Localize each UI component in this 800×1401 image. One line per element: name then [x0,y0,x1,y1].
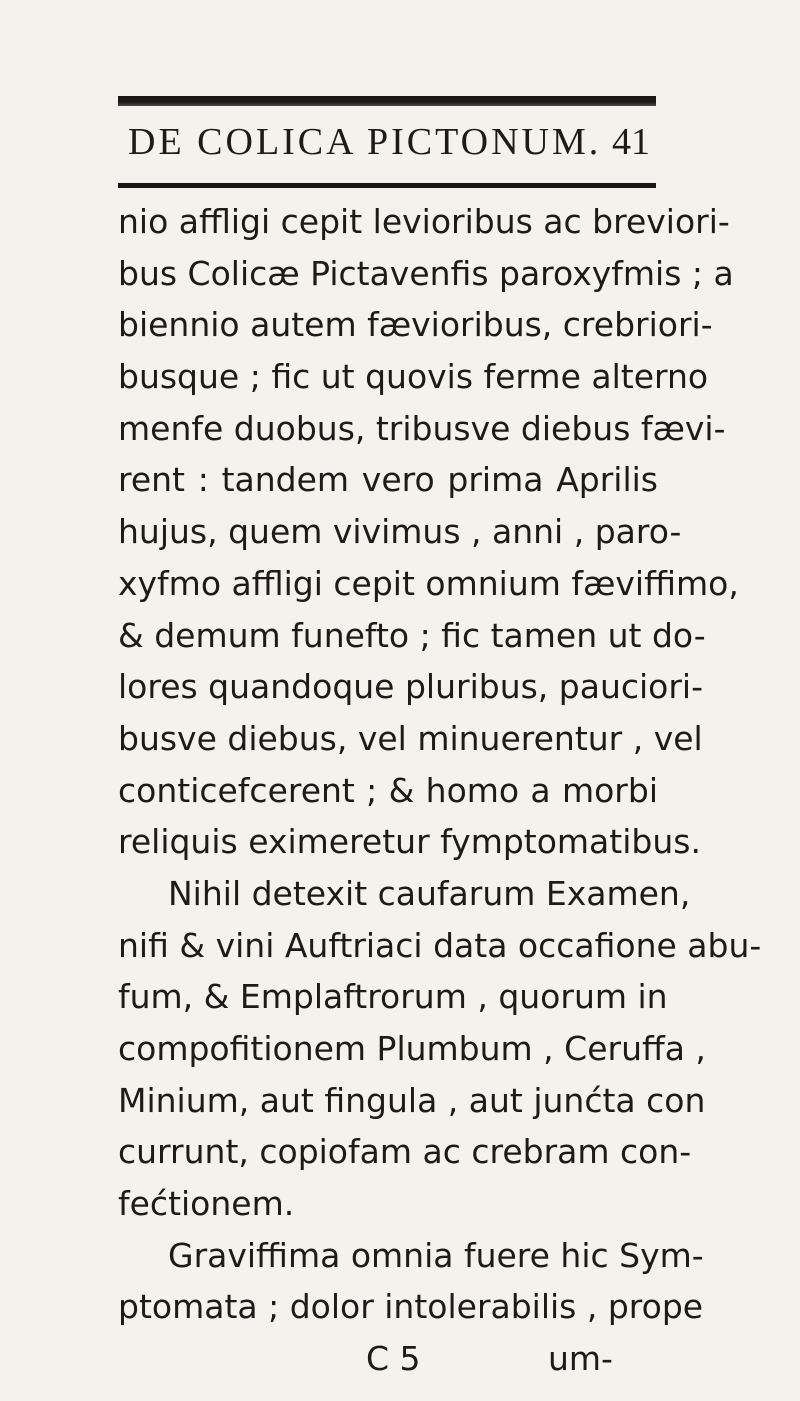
text-line: & demum funefto ; fic tamen ut do- [118,615,706,655]
header-rule-bottom [118,183,656,188]
text-line: Minium, aut fingula , aut junćta con [118,1080,706,1120]
text-line: biennio autem fævioribus, crebriori- [118,305,713,345]
header-rule-top [118,96,656,106]
text-line: nio affligi cepit levioribus ac breviori- [118,202,730,241]
text-line: fećtionem. [118,1184,295,1224]
text-line: compofitionem Plumbum , Ceruffa , [118,1029,706,1068]
text-line: menfe duobus, tribusve diebus fævi- [118,408,726,448]
text-line: nifi & vini Auftriaci data occafione abu- [118,925,762,965]
text-line: Graviffima omnia fuere hic Sym- [168,1235,704,1275]
text-line: conticefcerent ; & homo a morbi [118,770,658,810]
running-head-title: DE COLICA PICTONUM. [128,121,602,163]
running-head [118,112,656,178]
text-line: xyfmo affligi cepit omnium fæviffimo, [118,563,739,603]
signature-mark: C 5 [366,1339,421,1379]
text-line: currunt, copiofam ac crebram con- [118,1132,692,1172]
text-line: busque ; fic ut quovis ferme alterno [118,357,709,397]
text-line: ptomata ; dolor intolerabilis , prope [118,1287,704,1327]
text-line: fum, & Emplaftrorum , quorum in [118,977,668,1017]
body-text [118,196,762,1385]
footer-line [118,1333,658,1385]
text-line: busve diebus, vel minuerentur , vel [118,718,703,758]
text-line: lores quandoque pluribus, pauciori- [118,667,704,707]
catchword: um- [548,1339,613,1379]
page-number: 41 [612,121,650,163]
text-line: reliquis eximeretur fymptomatibus. [118,822,701,862]
text-line: bus Colicæ Pictavenfis paroxyfmis ; a [118,253,734,293]
text-line: hujus, quem vivimus , anni , paro- [118,512,682,552]
text-line: rent : tandem vero prima Aprilis [118,460,658,500]
text-line: Nihil detexit caufarum Examen, [168,873,691,913]
